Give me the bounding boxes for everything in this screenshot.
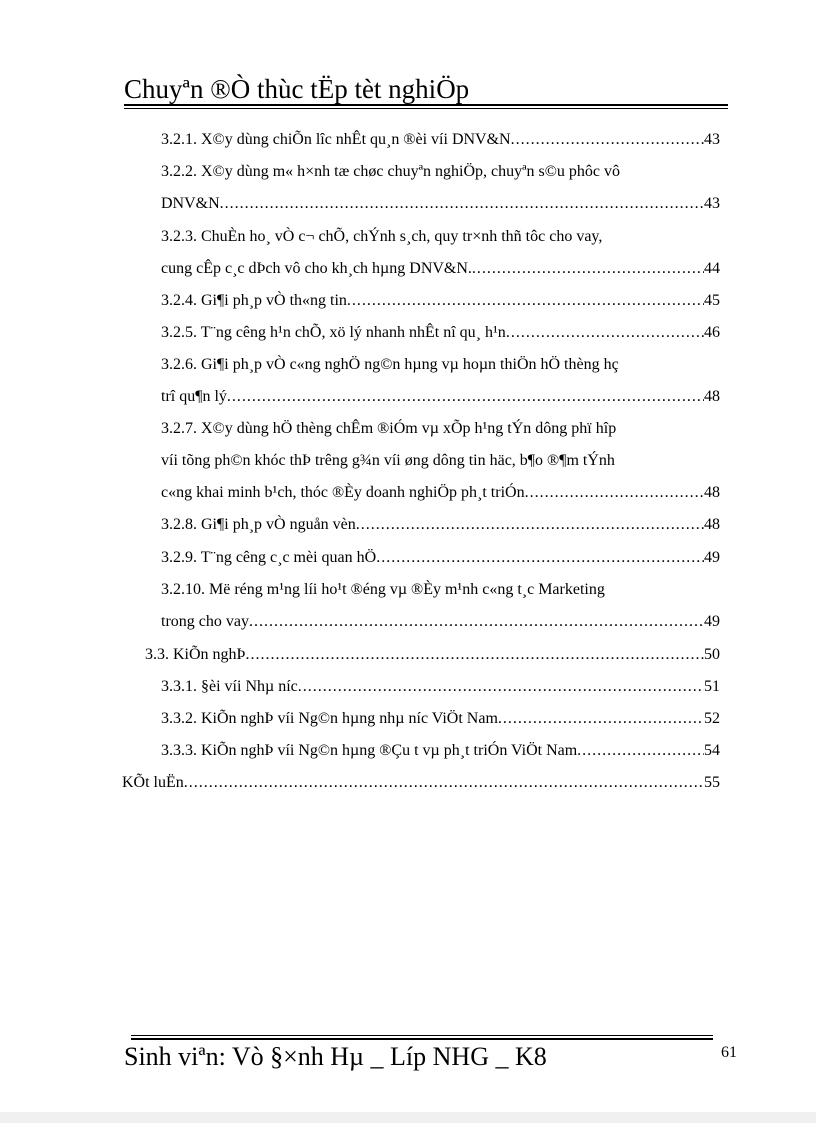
- toc-entry[interactable]: 3.3.2. KiÕn nghÞ víi Ng©n hµng nhµ níc ViÖt Nam ..... 52: [161, 703, 720, 735]
- page-bottom-edge: [0, 1112, 816, 1123]
- toc-entry[interactable]: 3.2.4. Gi¶i ph¸p vÒ th«ng tin ..... 45: [161, 285, 720, 317]
- toc-entry[interactable]: 3.3. KiÕn nghÞ ..... 50: [145, 639, 720, 671]
- toc-entry[interactable]: 3.3.1. §èi víi Nhµ níc ..... 51: [161, 671, 720, 703]
- footer-student-info: Sinh viªn: Vò §×nh Hµ _ Líp NHG _ K8: [124, 1042, 547, 1071]
- header-rule-bottom: [124, 108, 728, 109]
- toc-entry[interactable]: 3.2.7. X©y dùng hÖ thèng chÊm ®iÓm vµ xÕp h¹ng tÝn dông phï hîp: [161, 420, 617, 437]
- page-header-title: Chuyªn ®Ò thùc tËp tèt nghiÖp: [124, 74, 470, 104]
- header-rule-top: [124, 104, 728, 106]
- toc-entry[interactable]: trong cho vay ..... 49: [161, 606, 720, 638]
- toc-entry[interactable]: 3.2.6. Gi¶i ph¸p vÒ c«ng nghÖ ng©n hµng vµ hoµn thiÖn hÖ thèng hç: [161, 356, 619, 373]
- page-number: 61: [721, 1044, 737, 1061]
- toc-entry[interactable]: 3.2.2. X©y dùng m« h×nh tæ chøc chuyªn nghiÖp, chuyªn s©u phôc vô: [161, 163, 621, 180]
- toc-entry[interactable]: 3.2.8. Gi¶i ph¸p vÒ nguån vèn ..... 48: [161, 509, 720, 541]
- toc-entry[interactable]: cung cÊp c¸c dÞch vô cho kh¸ch hµng DNV&N. ..... 44: [161, 253, 720, 285]
- toc-entry[interactable]: 3.3.3. KiÕn nghÞ víi Ng©n hµng ®Çu t vµ ph¸t triÓn ViÖt Nam ..... 54: [161, 735, 720, 767]
- toc-entry[interactable]: trî qu¶n lý ..... 48: [161, 381, 720, 413]
- toc-entry[interactable]: KÕt luËn ..... 55: [122, 767, 720, 799]
- toc-entry[interactable]: víi tõng ph©n khóc thÞ trêng g¾n víi øng dông tin häc, b¶o ®¶m tÝnh: [161, 452, 615, 469]
- toc-entry[interactable]: 3.2.5. T¨ng cêng h¹n chÕ, xö lý nhanh nhÊt nî qu¸ h¹n ..... 46: [161, 317, 720, 349]
- toc-entry[interactable]: 3.2.10. Më réng m¹ng líi ho¹t ®éng vµ ®Èy m¹nh c«ng t¸c Marketing: [161, 581, 605, 598]
- toc-entry[interactable]: c«ng khai minh b¹ch, thóc ®Èy doanh nghiÖp ph¸t triÓn ..... 48: [161, 477, 720, 509]
- toc-entry[interactable]: 3.2.9. T¨ng cêng c¸c mèi quan hÖ ..... 49: [161, 542, 720, 574]
- toc-entry[interactable]: DNV&N ..... 43: [161, 188, 720, 220]
- toc-entry[interactable]: 3.2.1. X©y dùng chiÕn lîc nhÊt qu¸n ®èi víi DNV&N ..... 43: [161, 124, 720, 156]
- toc-entry[interactable]: 3.2.3. ChuÈn ho¸ vÒ c¬ chÕ, chÝnh s¸ch, quy tr×nh thñ tôc cho vay,: [161, 228, 603, 245]
- footer-rule-top: [131, 1035, 713, 1036]
